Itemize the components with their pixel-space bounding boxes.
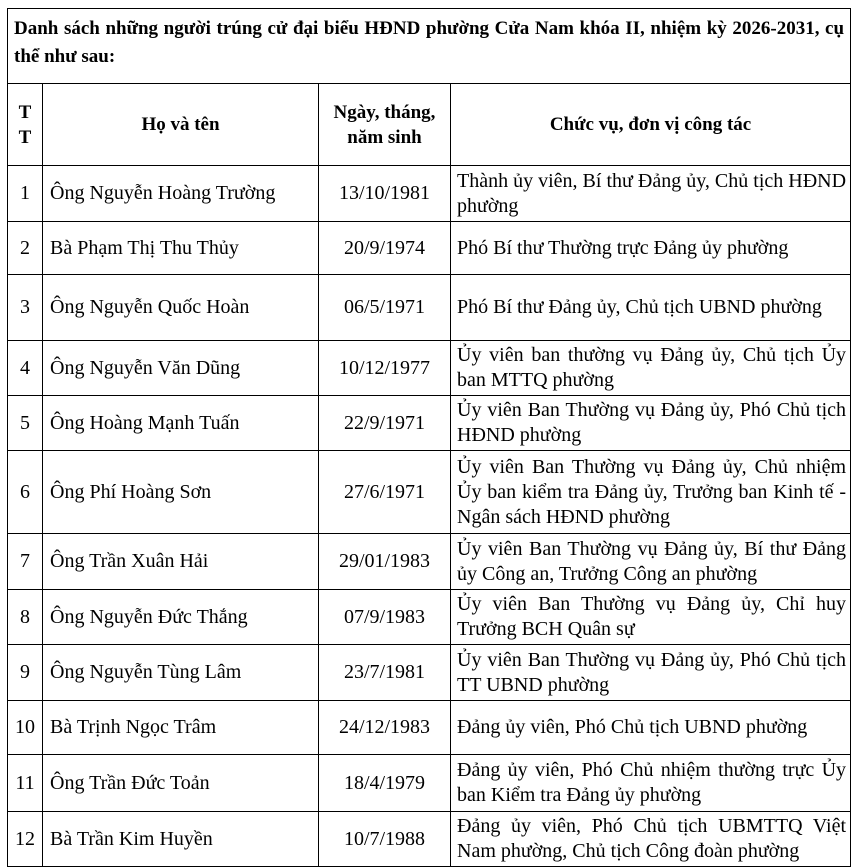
row-position: Ủy viên Ban Thường vụ Đảng ủy, Chỉ huy Trưởng BCH Quân sự (451, 590, 851, 645)
table-row (8, 166, 851, 222)
row-position: Đảng ủy viên, Phó Chủ tịch UBMTTQ Việt Nam phường, Chủ tịch Công đoàn phường (451, 812, 851, 867)
row-dob: 22/9/1971 (319, 396, 451, 451)
row-dob: 13/10/1981 (319, 166, 451, 222)
row-dob: 23/7/1981 (319, 645, 451, 701)
table-row (8, 275, 851, 341)
row-number: 3 (8, 275, 43, 341)
header-num: TT (8, 84, 43, 166)
table-row (8, 396, 851, 451)
row-dob: 06/5/1971 (319, 275, 451, 341)
row-dob: 24/12/1983 (319, 701, 451, 755)
row-name: Bà Trịnh Ngọc Trâm (43, 701, 319, 755)
row-number: 7 (8, 534, 43, 590)
row-number: 8 (8, 590, 43, 645)
row-name: Ông Trần Đức Toản (43, 755, 319, 812)
table-row (8, 812, 851, 867)
table-row (8, 534, 851, 590)
row-position: Ủy viên Ban Thường vụ Đảng ủy, Phó Chủ tịch TT UBND phường (451, 645, 851, 701)
table-row (8, 451, 851, 534)
table-row (8, 341, 851, 396)
row-position: Phó Bí thư Đảng ủy, Chủ tịch UBND phường (451, 275, 851, 341)
row-name: Ông Nguyễn Quốc Hoàn (43, 275, 319, 341)
row-name: Ông Phí Hoàng Sơn (43, 451, 319, 534)
delegates-table (7, 8, 851, 867)
table-row (8, 701, 851, 755)
row-number: 2 (8, 222, 43, 275)
row-name: Ông Nguyễn Hoàng Trường (43, 166, 319, 222)
row-dob: 10/7/1988 (319, 812, 451, 867)
row-position: Ủy viên Ban Thường vụ Đảng ủy, Bí thư Đảng ủy Công an, Trưởng Công an phường (451, 534, 851, 590)
row-dob: 07/9/1983 (319, 590, 451, 645)
row-name: Ông Hoàng Mạnh Tuấn (43, 396, 319, 451)
row-position: Phó Bí thư Thường trực Đảng ủy phường (451, 222, 851, 275)
row-position: Ủy viên ban thường vụ Đảng ủy, Chủ tịch Ủy ban MTTQ phường (451, 341, 851, 396)
table-row (8, 755, 851, 812)
table-caption: Danh sách những người trúng cử đại biểu HĐND phường Cửa Nam khóa II, nhiệm kỳ 2026-2031, cụ thể như sau: (8, 9, 851, 84)
row-name: Bà Phạm Thị Thu Thủy (43, 222, 319, 275)
row-position: Ủy viên Ban Thường vụ Đảng ủy, Chủ nhiệm Ủy ban kiểm tra Đảng ủy, Trưởng ban Kinh tế - Ngân sách HĐND phường (451, 451, 851, 534)
table-row (8, 590, 851, 645)
row-number: 10 (8, 701, 43, 755)
row-name: Bà Trần Kim Huyền (43, 812, 319, 867)
row-name: Ông Trần Xuân Hải (43, 534, 319, 590)
row-dob: 29/01/1983 (319, 534, 451, 590)
row-number: 9 (8, 645, 43, 701)
table-row (8, 645, 851, 701)
row-name: Ông Nguyễn Đức Thắng (43, 590, 319, 645)
row-dob: 27/6/1971 (319, 451, 451, 534)
row-number: 4 (8, 341, 43, 396)
table-row (8, 222, 851, 275)
row-number: 6 (8, 451, 43, 534)
row-name: Ông Nguyễn Văn Dũng (43, 341, 319, 396)
row-position: Đảng ủy viên, Phó Chủ nhiệm thường trực Ủy ban Kiểm tra Đảng ủy phường (451, 755, 851, 812)
row-position: Ủy viên Ban Thường vụ Đảng ủy, Phó Chủ tịch HĐND phường (451, 396, 851, 451)
row-name: Ông Nguyễn Tùng Lâm (43, 645, 319, 701)
header-dob: Ngày, tháng, năm sinh (319, 84, 451, 166)
row-position: Đảng ủy viên, Phó Chủ tịch UBND phường (451, 701, 851, 755)
header-position: Chức vụ, đơn vị công tác (451, 84, 851, 166)
header-name: Họ và tên (43, 84, 319, 166)
table-body (8, 166, 851, 867)
row-number: 1 (8, 166, 43, 222)
row-dob: 10/12/1977 (319, 341, 451, 396)
row-number: 11 (8, 755, 43, 812)
row-dob: 20/9/1974 (319, 222, 451, 275)
row-number: 5 (8, 396, 43, 451)
row-dob: 18/4/1979 (319, 755, 451, 812)
row-number: 12 (8, 812, 43, 867)
row-position: Thành ủy viên, Bí thư Đảng ủy, Chủ tịch HĐND phường (451, 166, 851, 222)
